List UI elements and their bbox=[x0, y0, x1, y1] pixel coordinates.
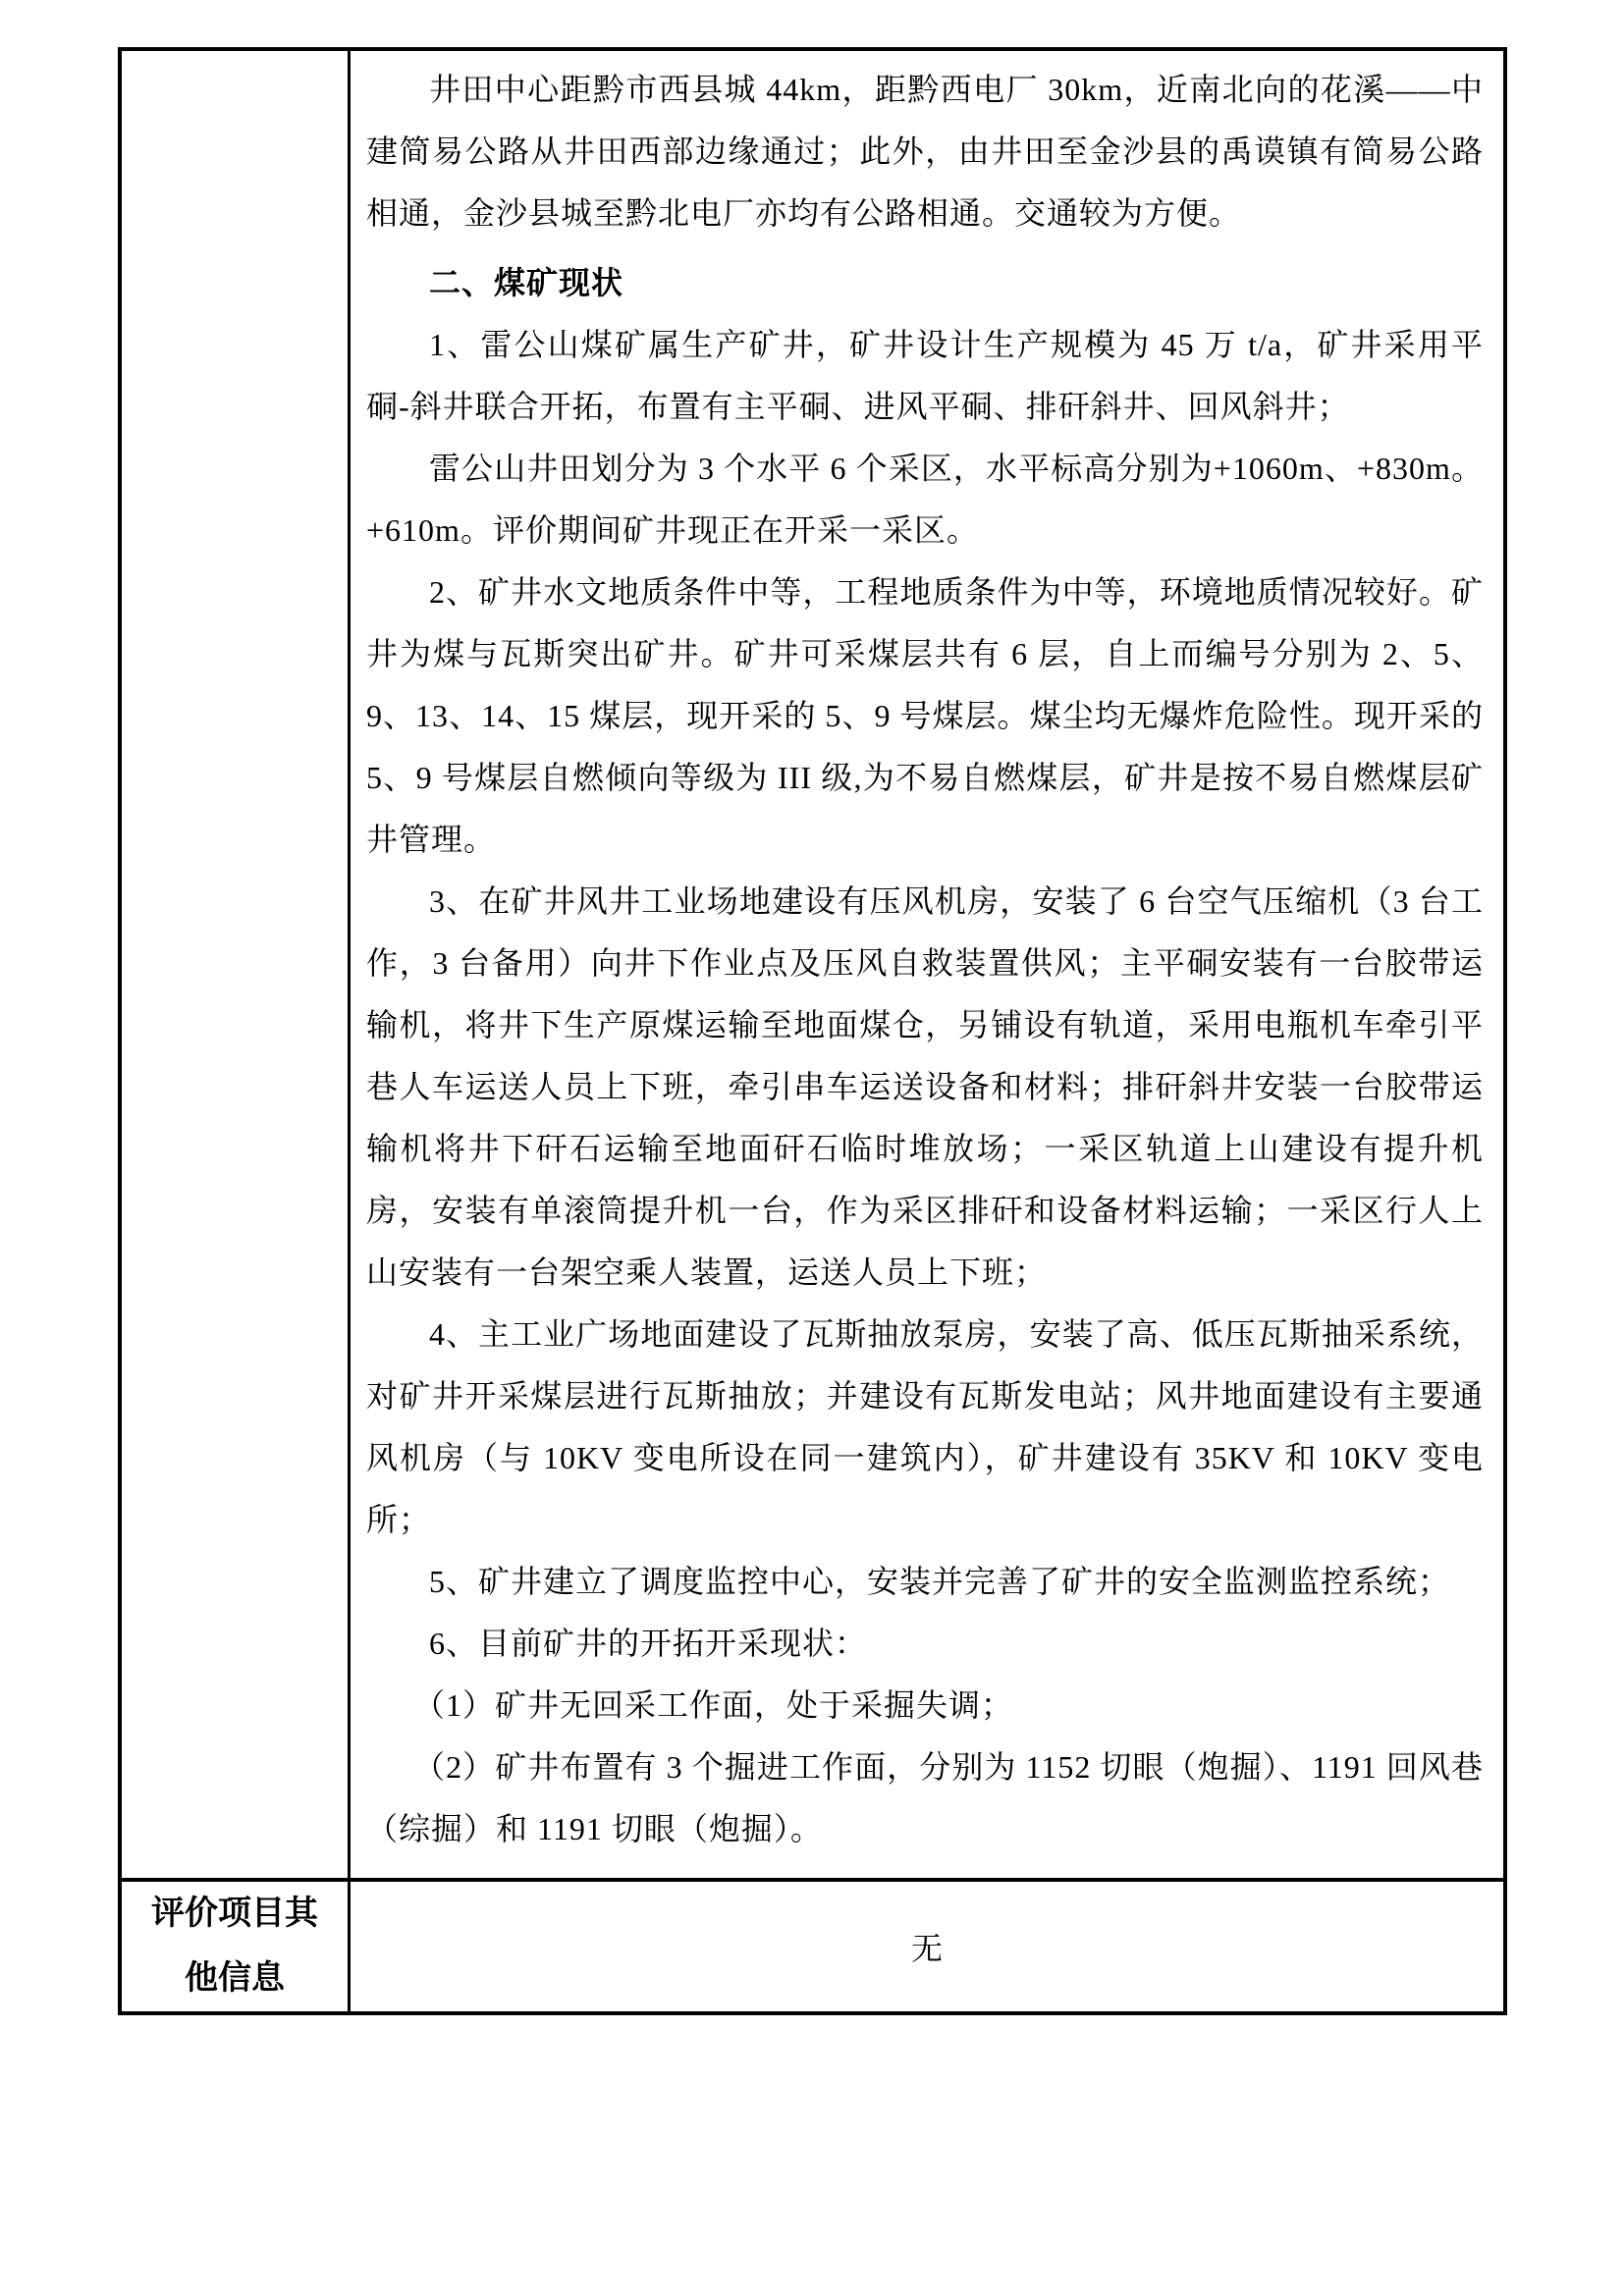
other-info-label-cell bbox=[122, 1882, 351, 2011]
table-row-main bbox=[122, 51, 1503, 1878]
main-row-label-cell-empty bbox=[122, 51, 351, 1878]
para-item-5-monitoring: 5、矿井建立了调度监控中心，安装并完善了矿井的安全监测监控系统； bbox=[429, 1564, 1451, 1599]
other-info-value: 无 bbox=[910, 1931, 943, 1966]
section-heading-coal-mine-status: 二、煤矿现状 bbox=[429, 265, 624, 300]
para-intro-transport: 井田中心距黔市西县城 44km，距黔西电厂 30km，近南北向的花溪——中建简易公路从井田西部边缘通过；此外，由井田至金沙县的禹谟镇有简易公路相通，金沙县城至黔北电厂亦均有公路相通。交通较为方便。 bbox=[366, 72, 1484, 231]
para-item-2-geology: 2、矿井水文地质条件中等，工程地质条件为中等，环境地质情况较好。矿井为煤与瓦斯突出矿井。矿井可采煤层共有 6 层，自上而编号分别为 2、5、9、13、14、15 煤层，现开采的 5、9 号煤层。煤尘均无爆炸危险性。现开采的 5、9 号煤层自燃倾向等级为 III 级,为不易自燃煤层，矿井是按不易自燃煤层矿井管理。 bbox=[366, 574, 1484, 857]
assessment-table bbox=[118, 47, 1507, 2015]
other-info-value-cell bbox=[351, 1882, 1503, 2011]
para-item-1-mine-production: 1、雷公山煤矿属生产矿井，矿井设计生产规模为 45 万 t/a，矿井采用平硐-斜井联合开拓，布置有主平硐、进风平硐、排矸斜井、回风斜井； bbox=[366, 327, 1484, 424]
para-item-6-sub-2-headings: （2）矿井布置有 3 个掘进工作面，分别为 1152 切眼（炮掘）、1191 回风巷（综掘）和 1191 切眼（炮掘）。 bbox=[366, 1749, 1484, 1846]
table-row-other-info bbox=[122, 1878, 1503, 2011]
para-item-6-sub-1-no-working-face: （1）矿井无回采工作面，处于采掘失调； bbox=[413, 1687, 1014, 1723]
para-item-1b-mine-levels: 雷公山井田划分为 3 个水平 6 个采区，水平标高分别为+1060m、+830m。+610m。评价期间矿井现正在开采一采区。 bbox=[366, 451, 1484, 548]
other-info-label-line1: 评价项目其 bbox=[151, 1896, 318, 1932]
para-item-3-surface-facilities: 3、在矿井风井工业场地建设有压风机房，安装了 6 台空气压缩机（3 台工作，3 台备用）向井下作业点及压风自救装置供风；主平硐安装有一台胶带运输机，将井下生产原煤运输至地面煤仓，另铺设有轨道，采用电瓶机车牵引平巷人车运送人员上下班，牵引串车运送设备和材料；排矸斜井安装一台胶带运输机将井下矸石运输至地面矸石临时堆放场；一采区轨道上山建设有提升机房，安装有单滚筒提升机一台，作为采区排矸和设备材料运输；一采区行人上山安装有一台架空乘人装置，运送人员上下班； bbox=[366, 883, 1484, 1290]
other-info-label-line2: 他信息 bbox=[185, 1960, 285, 1997]
main-row-content-cell bbox=[351, 51, 1503, 1878]
para-item-4-gas-drainage: 4、主工业广场地面建设了瓦斯抽放泵房，安装了高、低压瓦斯抽采系统，对矿井开采煤层进行瓦斯抽放；并建设有瓦斯发电站；风井地面建设有主要通风机房（与 10KV 变电所设在同一建筑内），矿井建设有 35KV 和 10KV 变电所； bbox=[366, 1316, 1484, 1537]
para-item-6-current-status: 6、目前矿井的开拓开采现状： bbox=[429, 1626, 868, 1661]
